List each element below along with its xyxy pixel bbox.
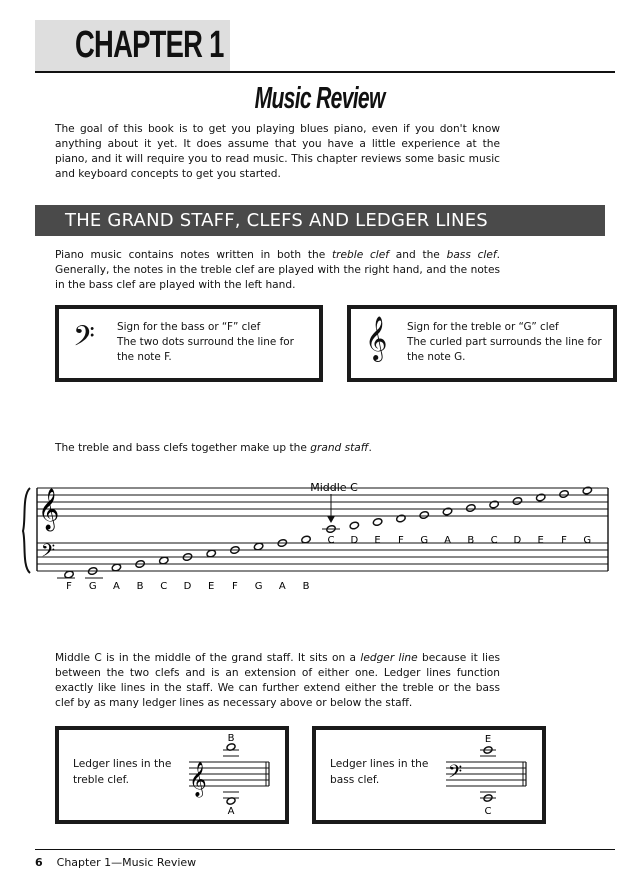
treble-note-label-6: B: [467, 535, 475, 546]
bass-ledger-label-high: E: [484, 734, 492, 745]
middle-c-label: Middle C: [310, 481, 358, 494]
bass-note-label-7: F: [232, 581, 238, 592]
treble-note-9: [536, 493, 546, 502]
section-title: Music Review: [254, 80, 386, 115]
treble-note-label-4: G: [420, 535, 429, 546]
bass-note-label-3: B: [136, 581, 144, 592]
grand-staff-sentence: [55, 442, 372, 454]
treble-note-label-10: F: [561, 535, 567, 546]
treble-ledger-staff: [183, 730, 281, 820]
section-title-wrap: [0, 80, 640, 116]
footer-chapter-label: Chapter 1—Music Review: [56, 856, 197, 869]
treble-clef-line2: The curled part surrounds the line for: [407, 336, 602, 348]
grand-staff-bass-clef: 𝄢: [41, 541, 56, 566]
treble-note-label-0: C: [327, 535, 335, 546]
bass-ledger-label-low: C: [484, 806, 492, 817]
grand-staff-figure: [0, 470, 640, 600]
term-treble-clef: treble clef: [332, 249, 389, 261]
treble-note-label-9: E: [537, 535, 544, 546]
clef-para-start: Piano music contains notes written in both the: [55, 249, 333, 261]
treble-clef-description: [407, 320, 602, 365]
middle-c-para-start: Middle C is in the middle of the grand staff. It sits on a: [55, 652, 361, 664]
bass-note-label-4: C: [160, 581, 168, 592]
treble-ledger-example: [55, 726, 289, 824]
term-ledger-line: ledger line: [360, 652, 418, 664]
clef-para-end: . Generally, the notes in the treble clef are played with the right hand, and the notes in the bass clef are played with the left hand.: [55, 249, 500, 291]
section-banner: THE GRAND STAFF, CLEFS AND LEDGER LINES: [35, 205, 605, 236]
treble-note-label-8: D: [513, 535, 522, 546]
treble-note-1: [349, 521, 359, 530]
term-bass-clef: bass clef: [446, 249, 497, 261]
term-grand-staff: grand staff: [310, 442, 369, 454]
treble-ledger-label-high: B: [227, 733, 235, 744]
treble-note-6: [466, 504, 476, 513]
middle-c-arrowhead: [327, 516, 335, 523]
treble-note-4: [419, 511, 429, 520]
bass-note-label-1: G: [88, 581, 97, 592]
treble-note-label-11: G: [583, 535, 592, 546]
treble-ledger-clef: 𝄞: [189, 762, 207, 797]
bass-clef-description: [117, 320, 294, 365]
treble-note-7: [489, 500, 499, 509]
footer-rule: [35, 849, 615, 850]
bass-note-label-6: E: [208, 581, 215, 592]
treble-note-3: [396, 514, 406, 523]
page-number: 6: [35, 856, 43, 869]
clef-para-mid: and the: [389, 249, 447, 261]
chapter-title: CHAPTER 1: [75, 24, 224, 66]
grand-staff-treble-clef: 𝄞: [38, 489, 60, 530]
middle-c-para-end: because it lies between the two clefs and is an extension of either one. Ledger lines function exactly like lines in the staff. We can further extend either the treble or the bass clef by as many ledger lines as necessary above or below the staff.: [55, 652, 500, 709]
bass-ledger-example: [312, 726, 546, 824]
clef-paragraph: [55, 248, 500, 293]
treble-note-8: [512, 497, 522, 506]
bass-note-label-8: G: [254, 581, 263, 592]
bass-clef-line2: The two dots surround the line for: [117, 336, 294, 348]
treble-ledger-text: Ledger lines in the treble clef.: [73, 758, 172, 786]
treble-note-label-1: D: [350, 535, 359, 546]
treble-note-11: [582, 486, 592, 495]
middle-c-paragraph: [55, 651, 500, 711]
bass-ledger-clef: 𝄢: [448, 762, 463, 787]
bass-clef-icon: 𝄢: [73, 320, 95, 360]
treble-clef-line1: Sign for the treble or “G” clef: [407, 321, 559, 333]
treble-note-label-7: C: [490, 535, 498, 546]
treble-clef-line3: the note G.: [407, 351, 466, 363]
bass-ledger-staff: [440, 730, 538, 820]
bass-ledger-text: Ledger lines in the bass clef.: [330, 758, 429, 786]
treble-note-label-2: E: [374, 535, 381, 546]
treble-clef-box: [347, 305, 617, 382]
chapter-rule: [35, 71, 615, 73]
bass-note-label-0: F: [66, 581, 72, 592]
grand-staff-after: .: [368, 442, 372, 454]
treble-clef-icon: 𝄞: [365, 316, 388, 360]
treble-note-5: [442, 507, 452, 516]
treble-ledger-label-low: A: [227, 806, 235, 817]
bass-clef-line3: the note F.: [117, 351, 172, 363]
intro-paragraph: The goal of this book is to get you playing blues piano, even if you don't know anything about it yet. It does assume that you have a little experience at the piano, and it will require you to read music. This chapter reviews some basic music and keyboard concepts to get you started.: [55, 123, 500, 180]
treble-note-label-5: A: [444, 535, 451, 546]
bass-note-label-9: A: [278, 581, 286, 592]
treble-note-10: [559, 490, 569, 499]
bass-staff: [37, 543, 608, 571]
grand-staff-before: The treble and bass clefs together make up the: [55, 442, 311, 454]
bass-note-label-2: A: [112, 581, 120, 592]
bass-note-label-5: D: [183, 581, 192, 592]
bass-clef-line1: Sign for the bass or “F” clef: [117, 321, 261, 333]
treble-note-label-3: F: [398, 535, 404, 546]
grand-staff-brace: [23, 488, 30, 573]
bass-note-label-10: B: [302, 581, 310, 592]
treble-note-2: [372, 518, 382, 527]
bass-clef-box: [55, 305, 323, 382]
page-footer: [35, 856, 196, 869]
